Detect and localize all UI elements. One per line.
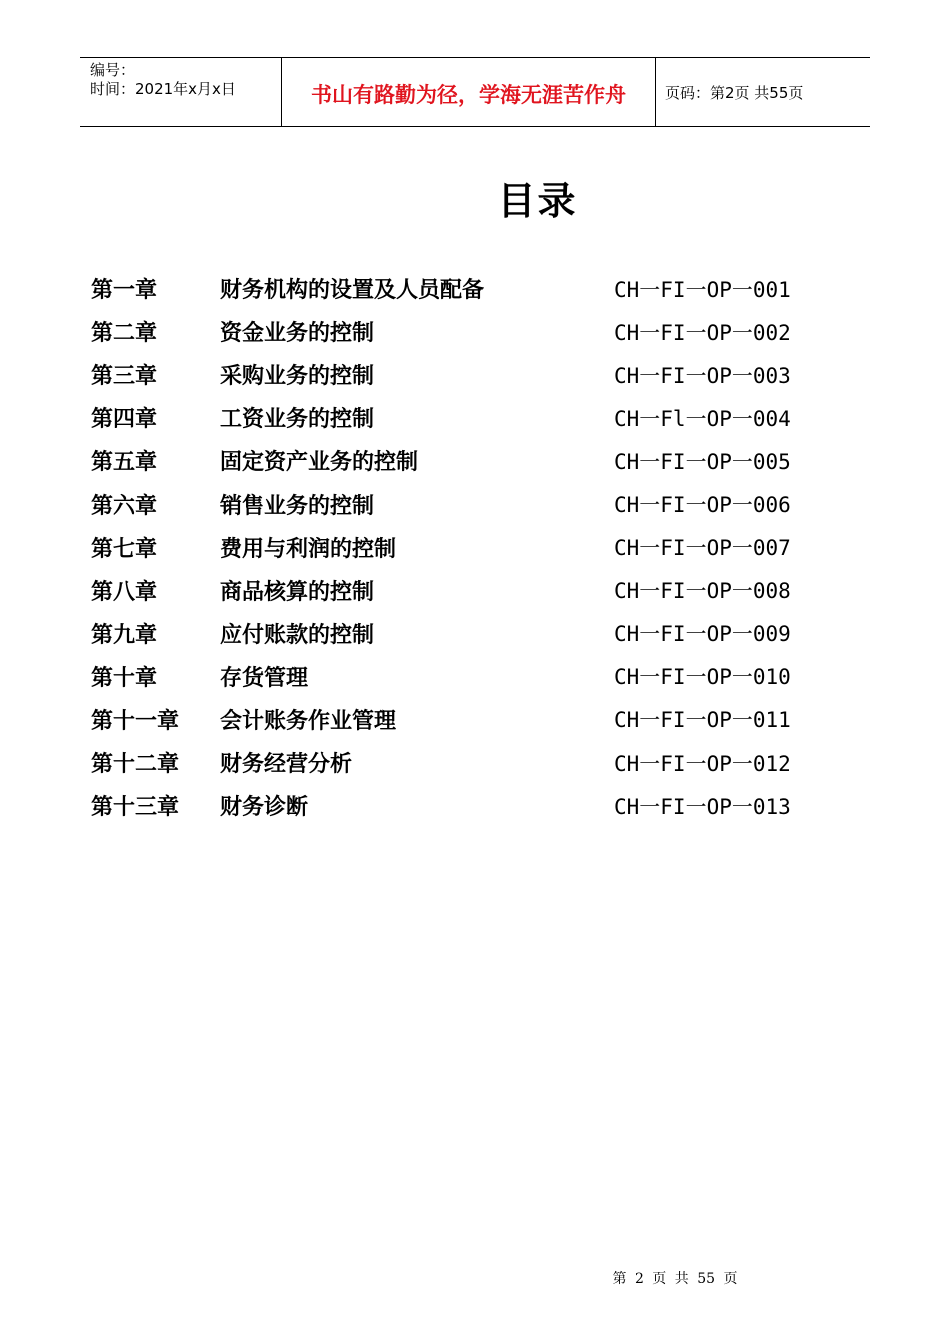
page-header — [80, 57, 870, 127]
toc-name: 应付账款的控制 — [220, 621, 375, 648]
toc-row — [91, 784, 851, 827]
toc-code: CH一FI一OP一013 — [614, 794, 791, 819]
toc-row — [91, 698, 851, 741]
toc-code: CH一FI一OP一008 — [614, 579, 791, 604]
toc-chapter: 第十二章 — [91, 751, 180, 778]
header-meta — [80, 58, 282, 126]
toc-code: CH一FI一OP一011 — [614, 708, 791, 733]
header-motto: 书山有路勤为径，学海无涯苦作舟 — [282, 58, 656, 126]
toc-name: 资金业务的控制 — [220, 320, 375, 347]
toc-code: CH一FI一OP一012 — [614, 751, 791, 776]
number-label: 编号： — [90, 61, 136, 79]
toc-code: CH一FI一OP一005 — [614, 449, 791, 474]
toc-name: 采购业务的控制 — [220, 363, 375, 390]
toc-chapter: 第二章 — [91, 320, 158, 347]
toc-code: CH一FI一OP一001 — [614, 277, 791, 302]
toc-row — [91, 741, 851, 784]
toc-code: CH一FI一OP一010 — [614, 665, 791, 690]
toc-row — [91, 310, 851, 353]
toc-chapter: 第三章 — [91, 363, 158, 390]
toc-chapter: 第十三章 — [91, 794, 180, 821]
toc-name: 销售业务的控制 — [220, 492, 375, 519]
toc-chapter: 第十章 — [91, 664, 158, 691]
toc-code: CH一FI一OP一002 — [614, 320, 791, 345]
toc-chapter: 第五章 — [91, 449, 158, 476]
toc-name: 财务诊断 — [220, 794, 309, 821]
toc-name: 费用与利润的控制 — [220, 535, 397, 562]
page-title: 目录 — [497, 178, 578, 223]
toc-chapter: 第一章 — [91, 277, 158, 304]
toc-name: 存货管理 — [220, 664, 309, 691]
toc-name: 财务机构的设置及人员配备 — [220, 277, 485, 304]
toc-code: CH一FI一OP一003 — [614, 363, 791, 388]
toc-name: 工资业务的控制 — [220, 406, 375, 433]
toc-chapter: 第六章 — [91, 492, 158, 519]
toc-row — [91, 353, 851, 396]
toc-row — [91, 396, 851, 439]
toc-code: CH一FI一OP一006 — [614, 493, 791, 518]
toc-row — [91, 569, 851, 612]
page-footer: 第 2 页 共 55 页 — [612, 1271, 738, 1287]
toc-row — [91, 267, 851, 310]
toc-chapter: 第四章 — [91, 406, 158, 433]
header-page-info: 页码：第2页 共55页 — [665, 83, 804, 102]
toc-name: 财务经营分析 — [220, 751, 353, 778]
toc-chapter: 第十一章 — [91, 707, 180, 734]
toc-chapter: 第八章 — [91, 578, 158, 605]
toc-chapter: 第九章 — [91, 621, 158, 648]
toc-name: 会计账务作业管理 — [220, 707, 397, 734]
toc-name: 固定资产业务的控制 — [220, 449, 419, 476]
table-of-contents — [91, 267, 851, 827]
toc-row — [91, 612, 851, 655]
toc-row — [91, 655, 851, 698]
toc-code: CH一FI一OP一009 — [614, 622, 791, 647]
time-label: 时间：2021年x月x日 — [90, 80, 236, 98]
toc-row — [91, 526, 851, 569]
toc-chapter: 第七章 — [91, 535, 158, 562]
toc-name: 商品核算的控制 — [220, 578, 375, 605]
toc-row — [91, 482, 851, 525]
toc-code: CH一Fl一OP一004 — [614, 406, 791, 431]
toc-code: CH一FI一OP一007 — [614, 536, 791, 561]
toc-row — [91, 439, 851, 482]
